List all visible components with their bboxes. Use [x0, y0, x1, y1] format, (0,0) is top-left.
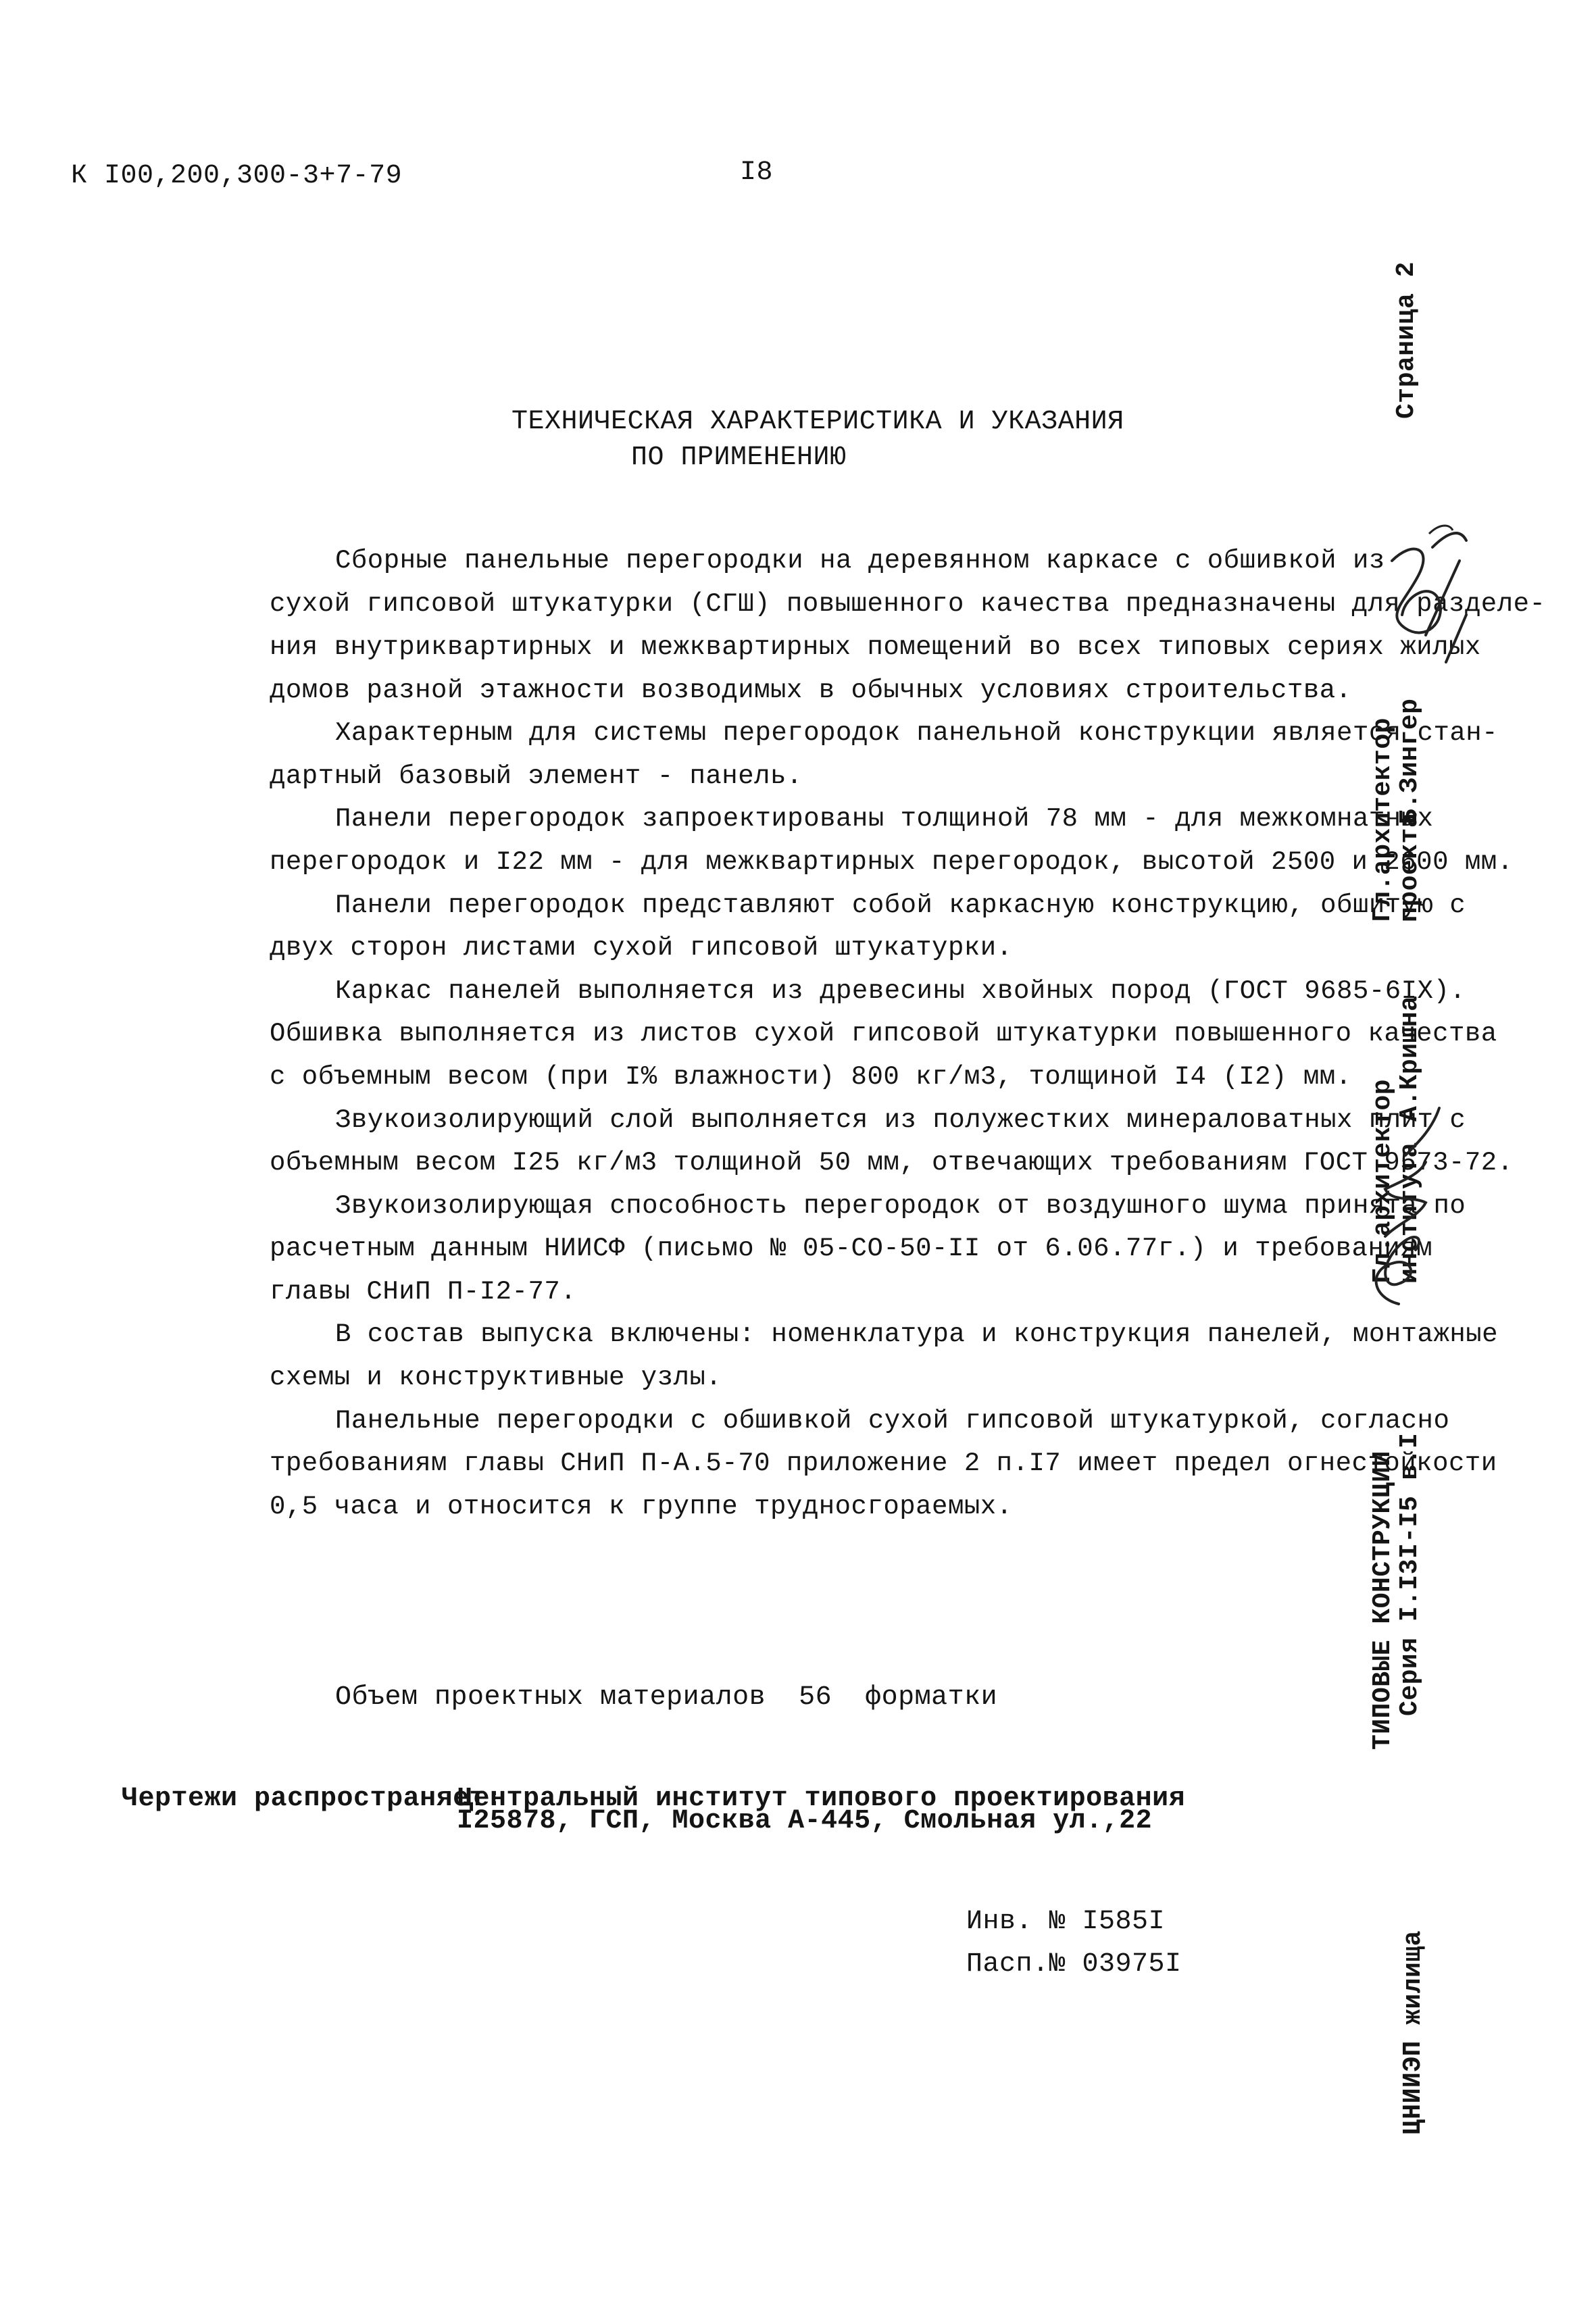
- body-line: Панели перегородок представляют собой каркасную конструкцию, обшитую с: [335, 890, 1466, 920]
- stamp-institute-architect-title-2: института: [1395, 1142, 1424, 1284]
- stamp-page-label: Страница 2: [1392, 261, 1421, 419]
- body-line: В состав выпуска включены: номенклатура и конструкция панелей, монтажные: [335, 1319, 1499, 1349]
- body-line: Звукоизолирующий слой выполняется из полужестких минераловатных плит с: [335, 1105, 1466, 1135]
- stamp-project-architect-title: Гл.архитектор: [1368, 718, 1397, 922]
- signature-krishna: [1358, 1101, 1446, 1324]
- stamp-project-architect-title-2: проекта: [1395, 811, 1424, 922]
- body-line: дартный базовый элемент - панель.: [270, 761, 803, 791]
- body-line: требованиям главы СНиП П-А.5-70 приложение 2 п.I7 имеет предел огнестойкости: [270, 1449, 1497, 1478]
- body-line: Панели перегородок запроектированы толщиной 78 мм - для межкомнатных: [335, 804, 1434, 834]
- stamp-organization: ЦНИИЭП жилища: [1399, 1930, 1428, 2135]
- body-line: Сборные панельные перегородки на деревянном каркасе с обшивкой из: [335, 546, 1385, 576]
- body-line: сухой гипсовой штукатурки (СГШ) повышенного качества предназначены для разделе-: [270, 589, 1546, 619]
- body-line: 0,5 часа и относится к группе трудносгораемых.: [270, 1492, 1013, 1521]
- body-line: домов разной этажности возводимых в обычных условиях строительства.: [270, 676, 1352, 705]
- document-title-line-1: ТЕХНИЧЕСКАЯ ХАРАКТЕРИСТИКА И УКАЗАНИЯ: [512, 407, 1124, 437]
- body-line: двух сторон листами сухой гипсовой штукатурки.: [270, 933, 1013, 963]
- body-line: перегородок и I22 мм - для межквартирных перегородок, высотой 2500 и 2600 мм.: [270, 847, 1514, 877]
- signature-zinger: [1365, 520, 1473, 676]
- document-title-line-2: ПО ПРИМЕНЕНИЮ: [631, 443, 847, 473]
- passport-number: Пасп.№ 03975I: [966, 1949, 1182, 1980]
- body-line: ния внутриквартирных и межквартирных помещений во всех типовых сериях жилых: [270, 632, 1481, 662]
- stamp-project-architect-name: Б.Зингер: [1395, 698, 1424, 824]
- distribution-line-1: Центральный институт типового проектирования: [457, 1784, 1186, 1814]
- distribution-line-2: I25878, ГСП, Москва А-445, Смольная ул.,22: [457, 1806, 1153, 1836]
- inventory-number: Инв. № I585I: [966, 1907, 1166, 1937]
- document-code: К I00,200,300-3+7-79: [71, 161, 403, 191]
- body-line: главы СНиП П-I2-77.: [270, 1277, 577, 1307]
- body-line: Характерным для системы перегородок панельной конструкции является стан-: [335, 718, 1499, 748]
- body-line: Обшивка выполняется из листов сухой гипсовой штукатурки повышенного качества: [270, 1019, 1497, 1049]
- distribution-label: Чертежи распространяет:: [122, 1784, 503, 1814]
- stamp-institute-architect-name: А.Кришна: [1395, 995, 1424, 1122]
- body-line: объемным весом I25 кг/м3 толщиной 50 мм, отвечающих требованиям ГОСТ 9573-72.: [270, 1148, 1514, 1178]
- body-line: Звукоизолирующая способность перегородок от воздушного шума принята по: [335, 1191, 1466, 1221]
- body-line: Панельные перегородки с обшивкой сухой гипсовой штукатуркой, согласно: [335, 1406, 1450, 1436]
- body-line: с объемным весом (при I% влажности) 800 кг/м3, толщиной I4 (I2) мм.: [270, 1062, 1352, 1092]
- page-number: I8: [740, 157, 774, 188]
- stamp-series-title: ТИПОВЫЕ КОНСТРУКЦИИ: [1368, 1451, 1397, 1750]
- volume-note: Объем проектных материалов 56 форматки: [335, 1682, 998, 1713]
- body-line: Каркас панелей выполняется из древесины хвойных пород (ГОСТ 9685-6IХ).: [335, 976, 1466, 1006]
- stamp-institute-architect-title: Гл.архитектор: [1368, 1079, 1397, 1284]
- body-line: схемы и конструктивные узлы.: [270, 1363, 722, 1392]
- stamp-series-number: Серия I.I3I-I5 в.I: [1395, 1432, 1424, 1716]
- body-line: расчетным данным НИИСФ (письмо № 05-СО-50-II от 6.06.77г.) и требованиям: [270, 1234, 1433, 1263]
